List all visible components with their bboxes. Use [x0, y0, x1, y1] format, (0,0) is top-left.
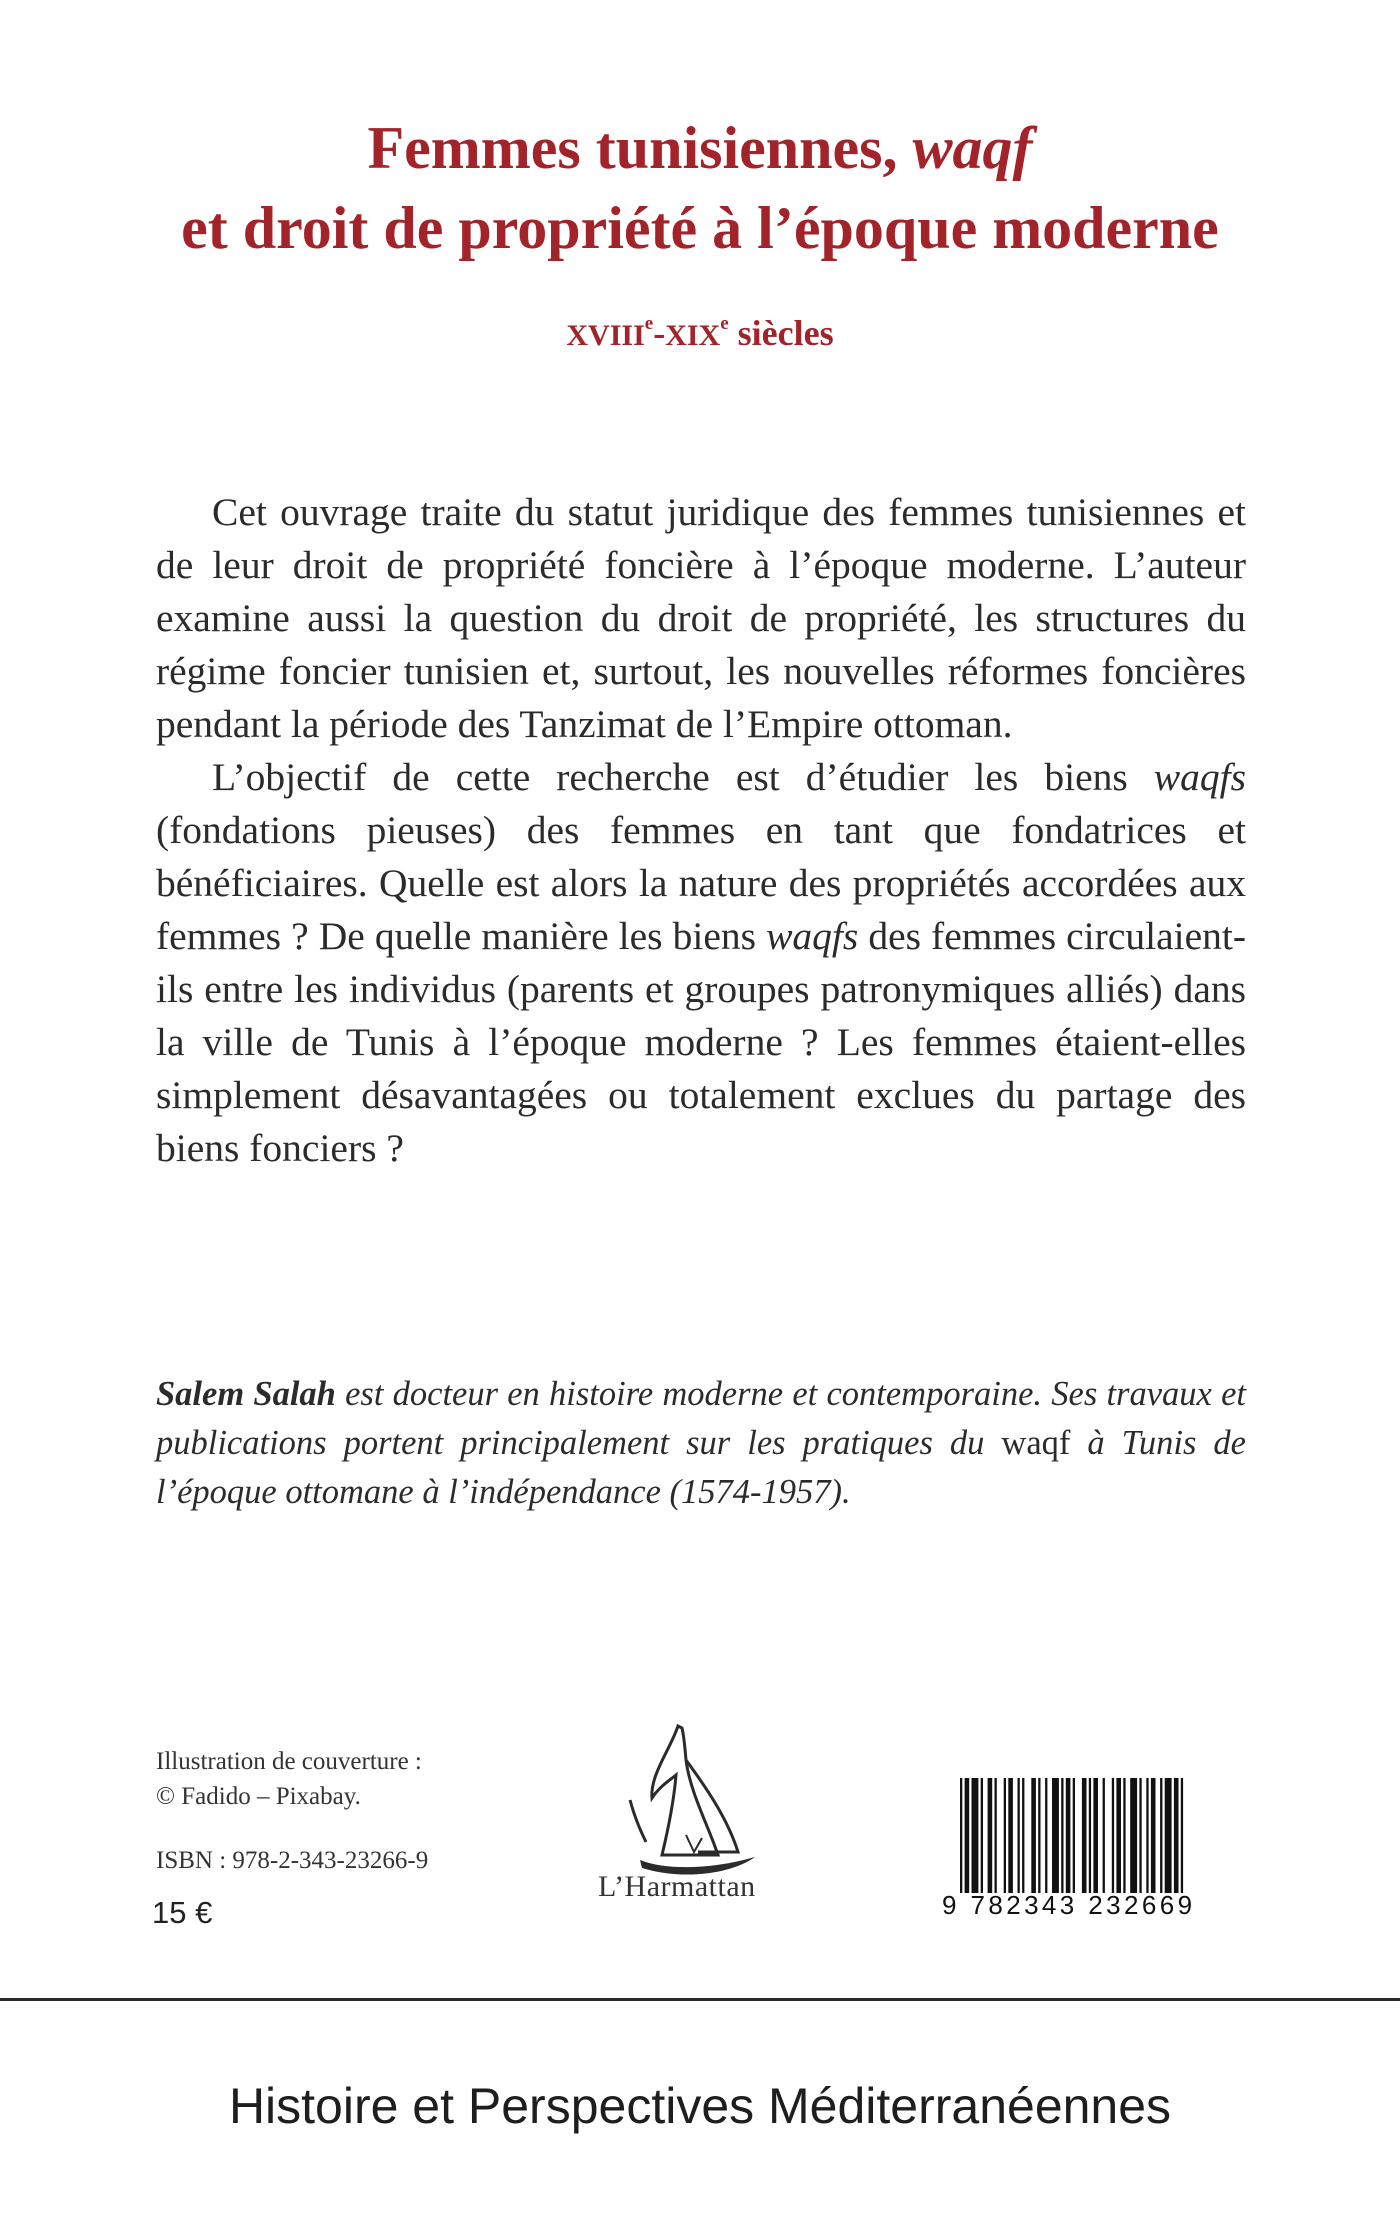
subtitle-end: siècles — [728, 313, 834, 353]
subtitle-sep: - — [653, 313, 666, 353]
summary-paragraph-2 — [156, 751, 1246, 1175]
bio-waqf: waqf — [1001, 1424, 1071, 1462]
book-subtitle — [0, 312, 1400, 354]
credits-line-1: Illustration de couverture : — [156, 1748, 422, 1775]
p2-italic-2: waqfs — [766, 914, 859, 958]
bio-text-1: est docteur en histoire moderne et contemporaine. Ses travaux et publications portent principalement sur les pratiques du — [156, 1375, 1246, 1462]
credits-line-2: © Fadido – Pixabay. — [156, 1783, 361, 1810]
p2-part-c: des femmes circulaient-ils entre les individus (parents et groupes patronymiques alliés) dans la ville de Tunis à l’époque moderne ? Les femmes étaient-elles simplement désavantagées ou totalement exclues du partage des biens fonciers ? — [156, 914, 1246, 1170]
bio-text-2: à Tunis de l’époque ottomane à l’indépendance (1574-1957). — [156, 1424, 1246, 1511]
author-name: Salem Salah — [156, 1375, 336, 1413]
divider — [0, 1998, 1400, 2001]
p2-part-b: (fondations pieuses) des femmes en tant que fondatrices et bénéficiaires. Quelle est alors la nature des propriétés accordées aux femmes ? De quelle manière les biens — [156, 808, 1246, 958]
summary-text — [156, 486, 1246, 1175]
collection-name: Histoire et Perspectives Méditerranéennes — [228, 2078, 1172, 2134]
author-bio — [156, 1370, 1246, 1517]
price: 15 € — [152, 1895, 213, 1930]
subtitle-sup2: e — [720, 313, 729, 334]
subtitle-sup1: e — [644, 313, 654, 334]
isbn: ISBN : 978-2-343-23266-9 — [156, 1847, 429, 1874]
publisher-name: L’Harmattan — [598, 1870, 756, 1903]
title-italic: waqf — [912, 115, 1033, 181]
book-title — [0, 108, 1400, 268]
title-line2: et droit de propriété à l’époque moderne — [181, 195, 1219, 261]
p2-part-a: L’objectif de cette recherche est d’étudier les biens — [212, 755, 1154, 799]
subtitle-century1: XVIII — [566, 319, 645, 352]
title-part1: Femmes tunisiennes, — [367, 115, 913, 181]
summary-paragraph-1: Cet ouvrage traite du statut juridique des femmes tunisiennes et de leur droit de propriété foncière à l’époque moderne. L’auteur examine aussi la question du droit de propriété, les structures du régime foncier tunisien et, surtout, les nouvelles réformes foncières pendant la période des Tanzimat de l’Empire ottoman. — [156, 490, 1246, 746]
cover-credits — [156, 1744, 422, 1814]
barcode — [960, 1778, 1245, 1893]
subtitle-century2: XIX — [665, 319, 721, 352]
p2-italic-1: waqfs — [1153, 755, 1246, 799]
barcode-digits: 9 782343 232669 — [942, 1890, 1196, 1920]
